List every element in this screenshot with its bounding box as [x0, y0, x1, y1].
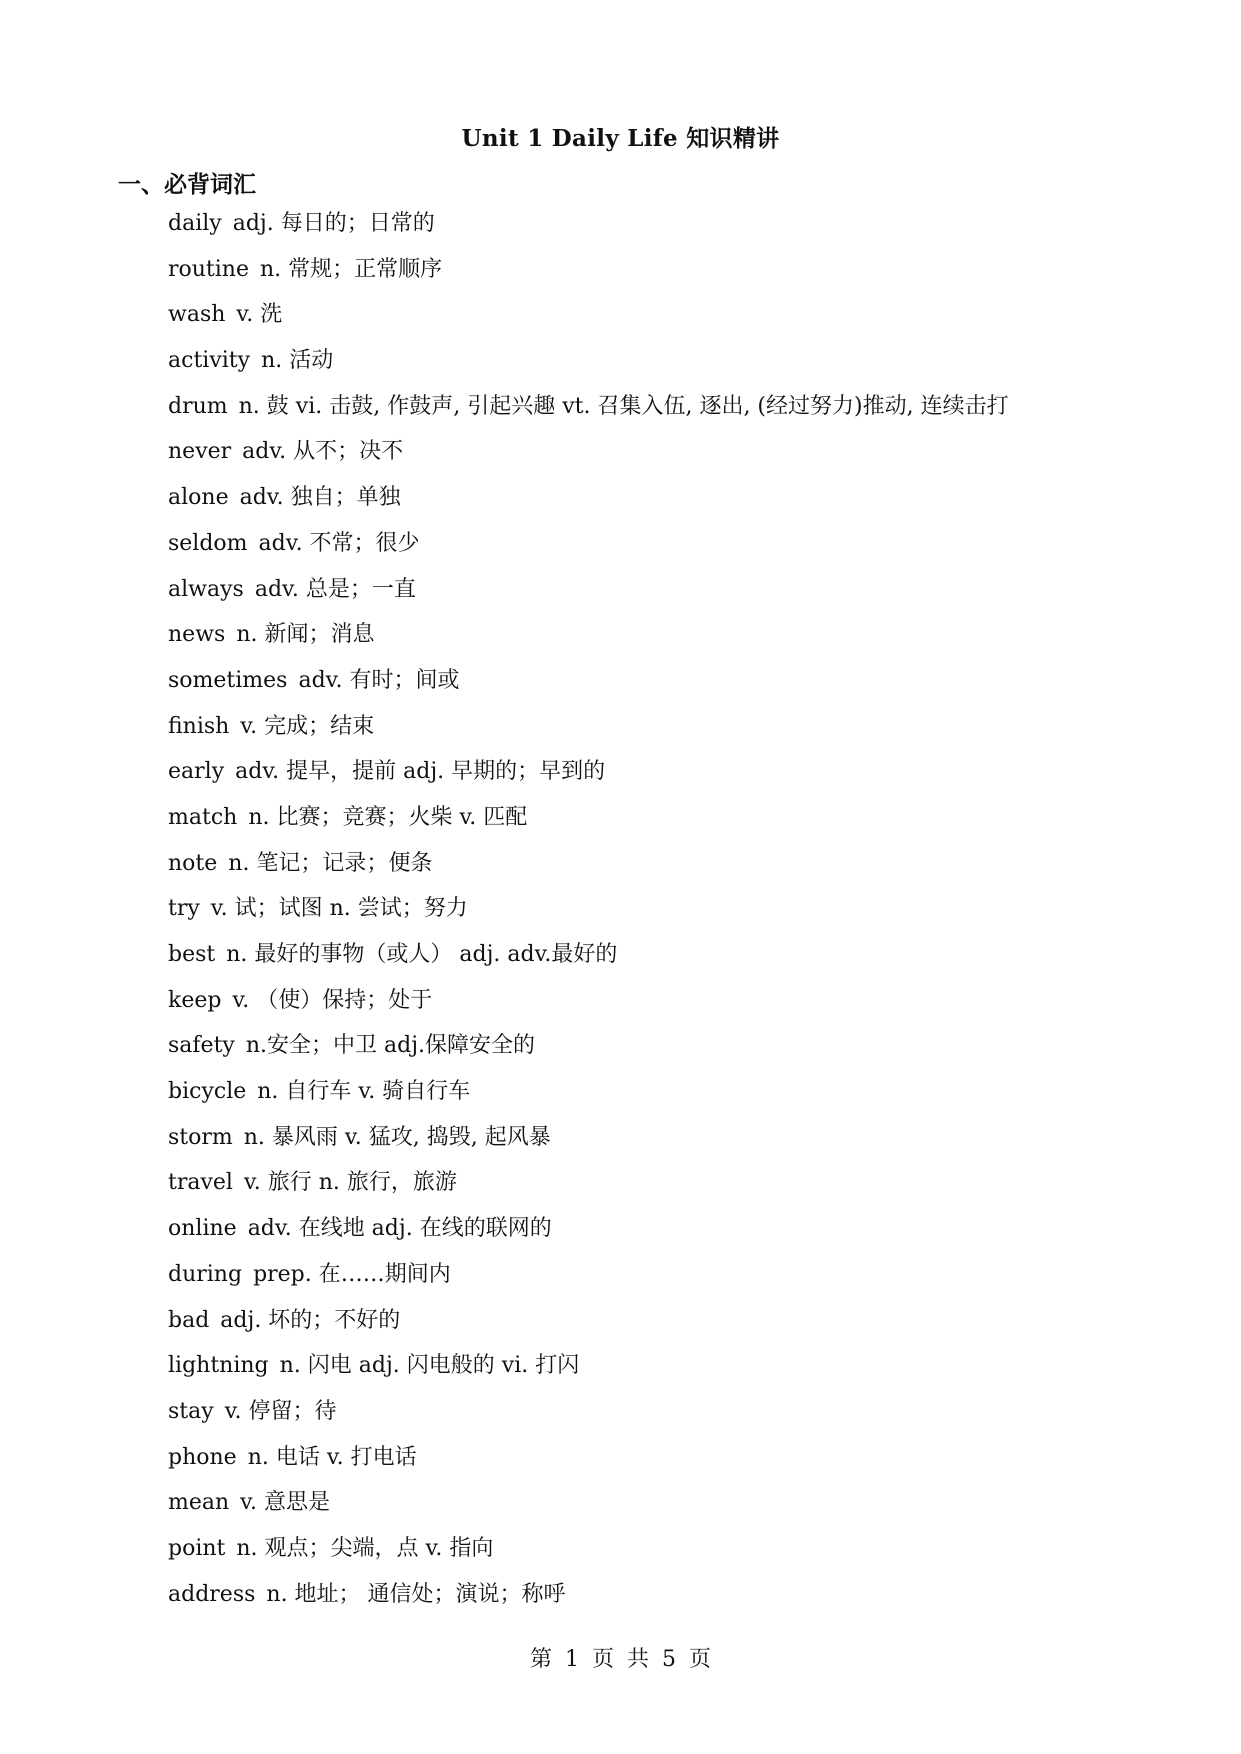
- vocab-word: storm: [168, 1124, 233, 1150]
- vocab-item: [168, 1165, 1009, 1211]
- vocab-item: [168, 1211, 1009, 1257]
- vocab-item: [168, 754, 1009, 800]
- vocab-item: [168, 1028, 1009, 1074]
- vocab-definition: n. 活动: [261, 348, 334, 374]
- vocab-item: [168, 1440, 1009, 1486]
- vocab-definition: n. 自行车 v. 骑自行车: [257, 1079, 471, 1105]
- vocab-word: point: [168, 1535, 226, 1561]
- vocab-word: finish: [168, 713, 230, 739]
- vocab-definition: v. 旅行 n. 旅行，旅游: [243, 1170, 457, 1196]
- vocab-word: note: [168, 850, 218, 876]
- vocab-item: [168, 1303, 1009, 1349]
- vocab-item: [168, 937, 1009, 983]
- vocab-word: activity: [168, 348, 251, 374]
- vocab-definition: adj. 坏的；不好的: [220, 1307, 401, 1333]
- vocab-item: [168, 1394, 1009, 1440]
- vocab-item: [168, 800, 1009, 846]
- vocab-word: during: [168, 1261, 243, 1287]
- vocab-word: best: [168, 942, 216, 967]
- vocab-item: [168, 206, 1009, 252]
- vocab-word: online: [168, 1216, 237, 1242]
- vocab-definition: v. （使）保持；处于: [232, 987, 433, 1013]
- vocab-item: [168, 1257, 1009, 1303]
- vocab-item: [168, 572, 1009, 618]
- vocab-definition: n. 闪电 adj. 闪电般的 vi. 打闪: [279, 1353, 580, 1379]
- vocab-definition: v. 意思是: [240, 1490, 330, 1516]
- vocab-item: [168, 1120, 1009, 1166]
- vocabulary-list: [168, 206, 1009, 1622]
- vocab-item: [168, 1531, 1009, 1577]
- vocab-item: [168, 297, 1009, 343]
- vocab-item: [168, 434, 1009, 480]
- vocab-definition: n. 最好的事物（或人） adj. adv.最好的: [226, 942, 618, 967]
- vocab-word: lightning: [168, 1353, 269, 1379]
- vocab-item: [168, 526, 1009, 572]
- vocab-word: daily: [168, 211, 222, 236]
- vocab-word: mean: [168, 1490, 230, 1516]
- vocab-word: alone: [168, 485, 229, 511]
- vocab-word: routine: [168, 256, 249, 282]
- vocab-definition: n. 观点；尖端，点 v. 指向: [236, 1535, 494, 1561]
- vocab-item: [168, 617, 1009, 663]
- page-footer: 第 1 页 共 5 页: [530, 1647, 711, 1672]
- vocab-word: phone: [168, 1444, 237, 1470]
- vocab-definition: n. 暴风雨 v. 猛攻, 捣毁, 起风暴: [243, 1124, 551, 1150]
- vocab-definition: v. 完成；结束: [240, 713, 375, 739]
- vocab-definition: n. 地址； 通信处；演说；称呼: [266, 1581, 566, 1607]
- vocab-item: [168, 846, 1009, 892]
- vocab-word: seldom: [168, 530, 248, 556]
- vocab-word: travel: [168, 1170, 233, 1196]
- vocab-definition: adv. 从不；决不: [242, 439, 404, 465]
- vocab-definition: v. 试；试图 n. 尝试；努力: [210, 896, 468, 922]
- vocab-definition: n. 电话 v. 打电话: [247, 1444, 417, 1470]
- vocab-item: [168, 983, 1009, 1029]
- vocab-definition: n. 新闻；消息: [236, 622, 375, 648]
- vocab-item: [168, 389, 1009, 435]
- vocab-item: [168, 1074, 1009, 1120]
- vocab-word: sometimes: [168, 667, 288, 693]
- vocab-definition: n. 常规；正常顺序: [260, 256, 443, 282]
- vocab-item: [168, 709, 1009, 755]
- vocab-item: [168, 252, 1009, 298]
- vocab-word: never: [168, 439, 232, 465]
- vocab-definition: n.安全；中卫 adj.保障安全的: [245, 1033, 536, 1059]
- vocab-word: try: [168, 896, 200, 922]
- vocab-word: stay: [168, 1398, 214, 1424]
- vocab-word: address: [168, 1581, 256, 1607]
- vocab-item: [168, 343, 1009, 389]
- vocab-definition: adj. 每日的；日常的: [232, 211, 435, 236]
- vocab-definition: adv. 有时；间或: [298, 667, 460, 693]
- vocab-definition: adv. 总是；一直: [254, 576, 416, 602]
- vocab-definition: adv. 提早，提前 adj. 早期的；早到的: [235, 759, 606, 785]
- vocab-word: safety: [168, 1033, 235, 1059]
- vocab-definition: adv. 在线地 adj. 在线的联网的: [247, 1216, 552, 1242]
- vocab-word: bicycle: [168, 1079, 247, 1105]
- vocab-definition: n. 鼓 vi. 击鼓, 作鼓声, 引起兴趣 vt. 召集入伍, 逐出, (经过努力)推动, 连续击打: [238, 393, 1009, 419]
- vocab-word: match: [168, 804, 238, 830]
- vocab-word: keep: [168, 987, 222, 1013]
- vocab-word: wash: [168, 302, 226, 328]
- vocab-definition: v. 洗: [236, 302, 283, 328]
- vocab-item: [168, 1348, 1009, 1394]
- vocab-definition: v. 停留；待: [224, 1398, 337, 1424]
- vocab-definition: n. 笔记；记录；便条: [228, 850, 433, 876]
- vocab-word: bad: [168, 1307, 210, 1333]
- vocab-definition: adv. 独自；单独: [239, 485, 401, 511]
- vocab-definition: n. 比赛；竞赛；火柴 v. 匹配: [248, 804, 528, 830]
- vocab-definition: prep. 在……期间内: [253, 1261, 451, 1287]
- vocab-word: news: [168, 622, 226, 648]
- vocab-word: drum: [168, 393, 228, 419]
- vocab-definition: adv. 不常；很少: [258, 530, 420, 556]
- vocab-item: [168, 891, 1009, 937]
- section-heading: 一、必背词汇: [118, 172, 256, 198]
- vocab-word: early: [168, 759, 225, 785]
- vocab-item: [168, 663, 1009, 709]
- document-title: Unit 1 Daily Life 知识精讲: [461, 125, 780, 152]
- vocab-word: always: [168, 576, 244, 602]
- vocab-item: [168, 480, 1009, 526]
- vocab-item: [168, 1485, 1009, 1531]
- vocab-item: [168, 1577, 1009, 1623]
